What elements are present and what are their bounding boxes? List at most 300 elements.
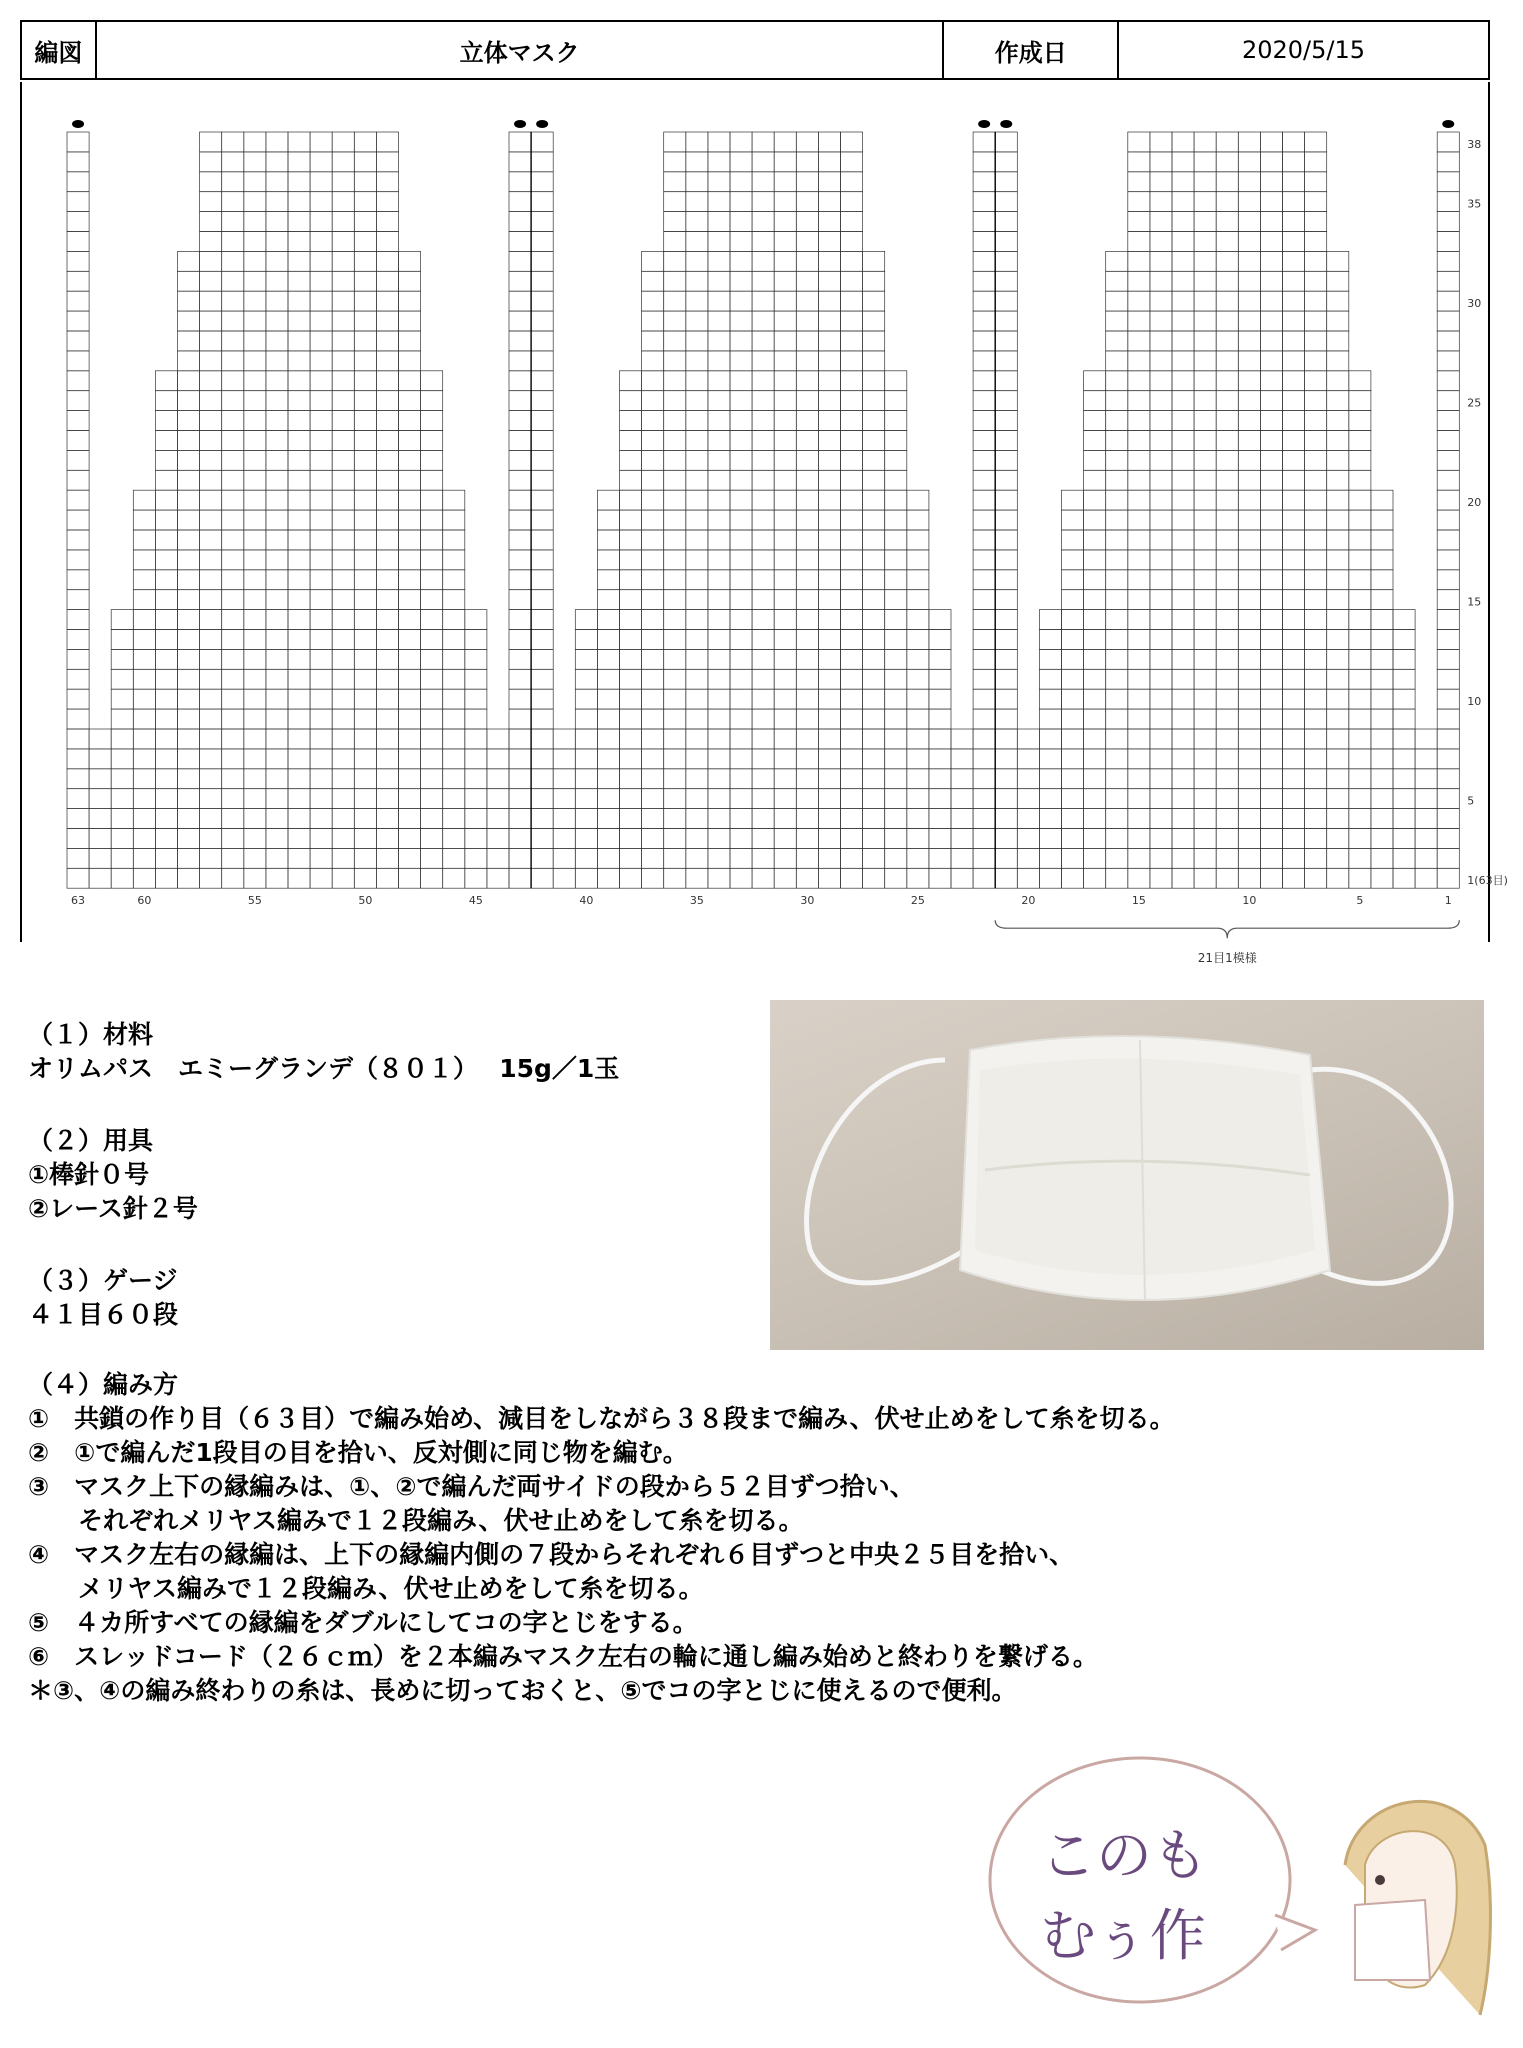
chart-cell: [244, 212, 266, 232]
chart-cell: [465, 848, 487, 868]
chart-cell: [178, 431, 200, 451]
chart-cell: [111, 669, 133, 689]
chart-cell: [266, 749, 288, 769]
chart-cell: [1062, 868, 1084, 888]
chart-cell: [288, 669, 310, 689]
chart-cell: [376, 371, 398, 391]
chart-cell: [597, 709, 619, 729]
chart-cell: [818, 510, 840, 530]
chart-cell: [796, 729, 818, 749]
chart-cell: [907, 490, 929, 510]
chart-cell: [907, 809, 929, 829]
chart-cell: [818, 450, 840, 470]
chart-cell: [421, 470, 443, 490]
chart-cell: [399, 848, 421, 868]
chart-cell: [1371, 868, 1393, 888]
chart-cell: [1238, 689, 1260, 709]
chart-cell: [686, 172, 708, 192]
chart-cell: [1216, 351, 1238, 371]
chart-cell: [1194, 749, 1216, 769]
chart-cell: [995, 232, 1017, 252]
chart-cell: [730, 331, 752, 351]
chart-cell: [1194, 769, 1216, 789]
chart-cell: [752, 689, 774, 709]
chart-cell: [354, 271, 376, 291]
chart-cell: [354, 251, 376, 271]
chart-cell: [841, 689, 863, 709]
chart-cell: [244, 590, 266, 610]
chart-cell: [1216, 291, 1238, 311]
chart-cell: [664, 291, 686, 311]
chart-cell: [1327, 829, 1349, 849]
chart-cell: [708, 689, 730, 709]
chart-cell: [995, 172, 1017, 192]
chart-cell: [1216, 610, 1238, 630]
chart-cell: [1283, 152, 1305, 172]
chart-cell: [1194, 490, 1216, 510]
chart-cell: [376, 789, 398, 809]
chart-cell: [155, 769, 177, 789]
chart-cell: [642, 510, 664, 530]
chart-cell: [310, 769, 332, 789]
chart-cell: [575, 829, 597, 849]
chart-cell: [200, 470, 222, 490]
chart-cell: [929, 669, 951, 689]
chart-cell: [1260, 510, 1282, 530]
chart-cell: [288, 311, 310, 331]
chart-cell: [1062, 649, 1084, 669]
chart-cell: [332, 570, 354, 590]
chart-cell: [995, 610, 1017, 630]
chart-cell: [818, 669, 840, 689]
chart-cell: [841, 550, 863, 570]
chart-cell: [266, 590, 288, 610]
chart-cell: [1216, 172, 1238, 192]
chart-cell: [1260, 371, 1282, 391]
chart-cell: [818, 490, 840, 510]
chart-cell: [818, 371, 840, 391]
chart-cell: [1437, 709, 1459, 729]
chart-cell: [1371, 689, 1393, 709]
chart-cell: [266, 212, 288, 232]
chart-cell: [1283, 391, 1305, 411]
chart-cell: [1172, 868, 1194, 888]
chart-cell: [1216, 391, 1238, 411]
chart-cell: [200, 411, 222, 431]
chart-cell: [796, 192, 818, 212]
chart-cell: [200, 530, 222, 550]
chart-cell: [1194, 709, 1216, 729]
chart-cell: [1238, 152, 1260, 172]
chart-cell: [376, 132, 398, 152]
chart-cell: [1327, 411, 1349, 431]
chart-cell: [863, 470, 885, 490]
chart-cell: [951, 789, 973, 809]
chart-cell: [1260, 152, 1282, 172]
chart-cell: [973, 749, 995, 769]
chart-cell: [465, 709, 487, 729]
chart-cell: [1172, 590, 1194, 610]
chart-cell: [67, 132, 89, 152]
chart-cell: [67, 550, 89, 570]
chart-cell: [1260, 868, 1282, 888]
chart-cell: [796, 490, 818, 510]
chart-cell: [531, 271, 553, 291]
chart-cell: [664, 311, 686, 331]
chart-cell: [686, 630, 708, 650]
chart-cell: [288, 351, 310, 371]
chart-cell: [1371, 490, 1393, 510]
chart-cell: [332, 172, 354, 192]
chart-cell: [774, 829, 796, 849]
chart-cell: [1216, 868, 1238, 888]
chart-cell: [421, 789, 443, 809]
chart-cell: [509, 570, 531, 590]
chart-cell: [1238, 749, 1260, 769]
chart-cell: [354, 530, 376, 550]
chart-cell: [531, 212, 553, 232]
chart-cell: [620, 590, 642, 610]
chart-cell: [1437, 809, 1459, 829]
chart-cell: [133, 868, 155, 888]
chart-cell: [774, 590, 796, 610]
chart-cell: [376, 331, 398, 351]
chart-cell: [67, 649, 89, 669]
stitch-number-label: 10: [1242, 894, 1257, 908]
chart-cell: [1128, 729, 1150, 749]
chart-cell: [796, 351, 818, 371]
chart-cell: [929, 809, 951, 829]
chart-cell: [399, 809, 421, 829]
chart-cell: [1305, 868, 1327, 888]
chart-cell: [1238, 669, 1260, 689]
chart-cell: [774, 490, 796, 510]
chart-cell: [354, 291, 376, 311]
chart-cell: [266, 689, 288, 709]
chart-cell: [509, 510, 531, 530]
chart-cell: [1062, 749, 1084, 769]
chart-cell: [200, 649, 222, 669]
chart-cell: [1106, 291, 1128, 311]
chart-cell: [509, 769, 531, 789]
chart-cell: [642, 649, 664, 669]
chart-cell: [1437, 769, 1459, 789]
chart-cell: [995, 152, 1017, 172]
chart-cell: [686, 689, 708, 709]
chart-cell: [1062, 530, 1084, 550]
chart-cell: [332, 291, 354, 311]
chart-cell: [885, 868, 907, 888]
chart-cell: [1194, 829, 1216, 849]
chart-cell: [686, 510, 708, 530]
chart-cell: [1062, 848, 1084, 868]
chart-cell: [774, 172, 796, 192]
chart-cell: [686, 729, 708, 749]
chart-cell: [686, 490, 708, 510]
chart-cell: [1128, 570, 1150, 590]
chart-cell: [885, 809, 907, 829]
chart-cell: [1260, 132, 1282, 152]
chart-cell: [730, 291, 752, 311]
chart-cell: [642, 331, 664, 351]
chart-cell: [752, 809, 774, 829]
chart-cell: [642, 550, 664, 570]
chart-cell: [796, 450, 818, 470]
chart-cell: [178, 391, 200, 411]
chart-cell: [818, 829, 840, 849]
chart-cell: [885, 371, 907, 391]
chart-cell: [244, 689, 266, 709]
chart-cell: [332, 232, 354, 252]
chart-cell: [1260, 251, 1282, 271]
chart-cell: [1260, 709, 1282, 729]
chart-cell: [531, 709, 553, 729]
chart-cell: [774, 212, 796, 232]
chart-cell: [310, 829, 332, 849]
chart-cell: [642, 590, 664, 610]
chart-cell: [67, 251, 89, 271]
chart-cell: [1084, 550, 1106, 570]
chart-cell: [443, 630, 465, 650]
chart-cell: [1084, 789, 1106, 809]
chart-cell: [310, 570, 332, 590]
chart-cell: [597, 749, 619, 769]
chart-cell: [1260, 271, 1282, 291]
chart-cell: [664, 669, 686, 689]
chart-cell: [818, 689, 840, 709]
chart-cell: [310, 490, 332, 510]
chart-cell: [929, 709, 951, 729]
chart-cell: [1393, 729, 1415, 749]
chart-cell: [774, 809, 796, 829]
chart-cell: [730, 431, 752, 451]
chart-cell: [1106, 510, 1128, 530]
chart-cell: [399, 669, 421, 689]
chart-cell: [752, 590, 774, 610]
chart-cell: [1172, 709, 1194, 729]
chart-cell: [1216, 829, 1238, 849]
chart-cell: [310, 709, 332, 729]
chart-cell: [1216, 490, 1238, 510]
chart-cell: [133, 769, 155, 789]
chart-cell: [67, 291, 89, 311]
chart-cell: [818, 470, 840, 490]
chart-cell: [1327, 510, 1349, 530]
chart-cell: [1305, 510, 1327, 530]
chart-cell: [1415, 749, 1437, 769]
chart-cell: [1283, 470, 1305, 490]
chart-cell: [951, 769, 973, 789]
chart-cell: [1106, 630, 1128, 650]
chart-cell: [1238, 570, 1260, 590]
chart-cell: [1437, 749, 1459, 769]
chart-cell: [863, 709, 885, 729]
chart-cell: [332, 550, 354, 570]
method-heading: （４）編み方: [28, 1370, 179, 1399]
chart-cell: [995, 749, 1017, 769]
chart-cell: [1305, 669, 1327, 689]
chart-cell: [1172, 470, 1194, 490]
chart-cell: [620, 530, 642, 550]
chart-cell: [178, 470, 200, 490]
chart-cell: [1172, 490, 1194, 510]
chart-cell: [509, 212, 531, 232]
chart-cell: [774, 669, 796, 689]
chart-cell: [155, 868, 177, 888]
chart-cell: [133, 610, 155, 630]
chart-cell: [443, 570, 465, 590]
chart-cell: [752, 789, 774, 809]
chart-cell: [818, 311, 840, 331]
chart-cell: [244, 848, 266, 868]
chart-cell: [1260, 450, 1282, 470]
chart-cell: [597, 550, 619, 570]
chart-cell: [1172, 749, 1194, 769]
chart-cell: [885, 669, 907, 689]
chart-cell: [266, 490, 288, 510]
chart-cell: [376, 152, 398, 172]
chart-cell: [376, 630, 398, 650]
chart-cell: [1172, 311, 1194, 331]
chart-cell: [509, 630, 531, 650]
chart-cell: [1305, 172, 1327, 192]
chart-cell: [1128, 450, 1150, 470]
chart-cell: [155, 411, 177, 431]
chart-cell: [1194, 729, 1216, 749]
chart-cell: [1238, 649, 1260, 669]
chart-cell: [288, 152, 310, 172]
chart-cell: [995, 769, 1017, 789]
chart-cell: [244, 709, 266, 729]
chart-cell: [155, 490, 177, 510]
chart-cell: [752, 769, 774, 789]
chart-cell: [597, 530, 619, 550]
chart-cell: [1172, 172, 1194, 192]
chart-cell: [133, 689, 155, 709]
chart-cell: [310, 630, 332, 650]
chart-cell: [1172, 689, 1194, 709]
chart-cell: [973, 331, 995, 351]
chart-cell: [1128, 351, 1150, 371]
chart-cell: [288, 470, 310, 490]
chart-cell: [597, 669, 619, 689]
chart-cell: [1062, 550, 1084, 570]
chart-cell: [752, 152, 774, 172]
chart-cell: [1283, 669, 1305, 689]
chart-cell: [664, 192, 686, 212]
chart-cell: [1437, 411, 1459, 431]
chart-cell: [1305, 371, 1327, 391]
chart-cell: [399, 610, 421, 630]
chart-cell: [443, 809, 465, 829]
chart-cell: [1084, 450, 1106, 470]
chart-cell: [1062, 510, 1084, 530]
chart-cell: [155, 590, 177, 610]
chart-cell: [929, 630, 951, 650]
chart-cell: [1327, 331, 1349, 351]
chart-cell: [774, 729, 796, 749]
chart-cell: [1283, 431, 1305, 451]
chart-cell: [863, 809, 885, 829]
chart-cell: [553, 789, 575, 809]
chart-cell: [1106, 431, 1128, 451]
chart-cell: [1437, 570, 1459, 590]
chart-cell: [531, 809, 553, 829]
chart-cell: [1172, 411, 1194, 431]
chart-cell: [620, 391, 642, 411]
chart-cell: [1437, 450, 1459, 470]
chart-cell: [1128, 291, 1150, 311]
chart-cell: [1128, 530, 1150, 550]
chart-cell: [1283, 848, 1305, 868]
chart-cell: [1150, 351, 1172, 371]
chart-cell: [222, 550, 244, 570]
chart-cell: [995, 570, 1017, 590]
chart-cell: [509, 132, 531, 152]
chart-cell: [155, 848, 177, 868]
chart-cell: [774, 709, 796, 729]
chart-cell: [1194, 530, 1216, 550]
chart-cell: [288, 789, 310, 809]
chart-cell: [266, 848, 288, 868]
chart-cell: [1150, 411, 1172, 431]
date-value: 2020/5/15: [1241, 36, 1366, 64]
chart-cell: [708, 570, 730, 590]
chart-cell: [222, 172, 244, 192]
chart-cell: [796, 530, 818, 550]
chart-cell: [730, 152, 752, 172]
chart-cell: [1283, 809, 1305, 829]
chart-cell: [1349, 411, 1371, 431]
chart-cell: [664, 450, 686, 470]
chart-cell: [1305, 232, 1327, 252]
chart-cell: [443, 550, 465, 570]
chart-cell: [863, 530, 885, 550]
chart-cell: [796, 868, 818, 888]
chart-cell: [885, 590, 907, 610]
chart-cell: [178, 610, 200, 630]
chart-cell: [575, 729, 597, 749]
chart-cell: [67, 232, 89, 252]
chart-cell: [1194, 649, 1216, 669]
chart-cell: [332, 829, 354, 849]
chart-cell: [1106, 829, 1128, 849]
chart-cell: [575, 709, 597, 729]
chart-cell: [620, 510, 642, 530]
chart-cell: [1216, 431, 1238, 451]
chart-cell: [863, 868, 885, 888]
chart-cell: [841, 411, 863, 431]
chart-cell: [354, 232, 376, 252]
chart-cell: [1216, 450, 1238, 470]
chart-cell: [752, 669, 774, 689]
chart-cell: [531, 649, 553, 669]
chart-cell: [796, 789, 818, 809]
chart-cell: [1437, 212, 1459, 232]
chart-cell: [531, 192, 553, 212]
chart-cell: [1194, 311, 1216, 331]
chart-cell: [1150, 371, 1172, 391]
chart-cell: [332, 590, 354, 610]
chart-cell: [509, 669, 531, 689]
chart-cell: [310, 132, 332, 152]
chart-cell: [885, 550, 907, 570]
chart-cell: [1283, 291, 1305, 311]
chart-cell: [1128, 769, 1150, 789]
chart-cell: [332, 789, 354, 809]
chart-cell: [730, 192, 752, 212]
chart-cell: [686, 669, 708, 689]
